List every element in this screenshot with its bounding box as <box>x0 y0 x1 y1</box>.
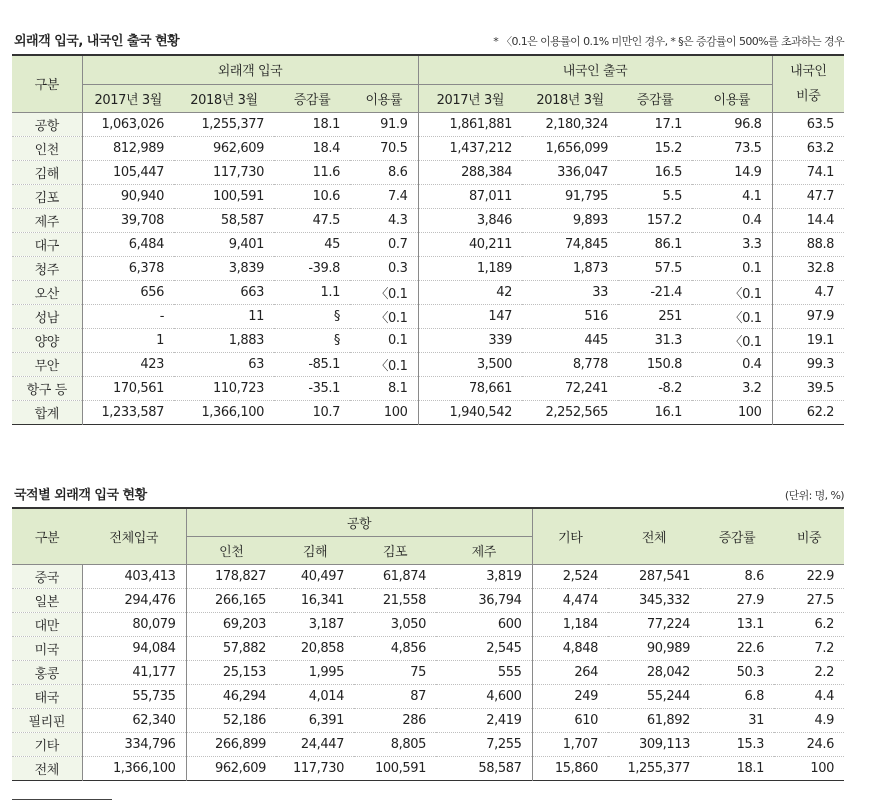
data-cell: 0.7 <box>350 232 418 256</box>
data-cell: 46,294 <box>186 684 276 708</box>
data-cell: 2,180,324 <box>522 112 618 136</box>
row-label: 양양 <box>12 328 82 352</box>
table-row <box>12 376 844 400</box>
data-cell: 88.8 <box>772 232 844 256</box>
data-cell: 117,730 <box>293 760 344 776</box>
data-cell: 423 <box>82 352 174 376</box>
data-cell: 336,047 <box>522 160 618 184</box>
data-cell: 0.1 <box>692 256 772 280</box>
header-in-usage: 이용률 <box>350 84 418 112</box>
row-label: 인천 <box>12 136 82 160</box>
table-row <box>12 280 844 304</box>
data-cell: 9,401 <box>174 232 274 256</box>
data-cell: 96.8 <box>692 112 772 136</box>
data-cell: § <box>274 328 350 352</box>
table-row <box>12 160 844 184</box>
table-row <box>12 684 844 708</box>
data-cell: 288,384 <box>418 160 522 184</box>
header2-gimhae: 김해 <box>276 536 354 564</box>
data-cell: 4.7 <box>772 280 844 304</box>
data-cell: 6.2 <box>774 612 844 636</box>
data-cell: 3,839 <box>174 256 274 280</box>
header-gubun: 구분 <box>12 55 82 112</box>
table2-unit: (단위: 명, %) <box>784 489 844 502</box>
row-label: 항구 등 <box>12 376 82 400</box>
header2-incheon: 인천 <box>186 536 276 564</box>
data-cell: 100 <box>737 404 762 420</box>
data-cell: 8.6 <box>700 564 774 588</box>
data-cell: 555 <box>436 660 532 684</box>
data-cell: 147 <box>418 304 522 328</box>
data-cell: 〈0.1 <box>350 280 418 304</box>
row-label: 중국 <box>12 564 82 588</box>
data-cell: 610 <box>532 708 608 732</box>
data-cell: 27.9 <box>700 588 774 612</box>
header-out-2017: 2017년 3월 <box>418 84 522 112</box>
data-cell: 61,874 <box>354 564 436 588</box>
table1-title: 외래객 입국, 내국인 출국 현황 <box>14 34 180 49</box>
header2-other: 기타 <box>532 508 608 564</box>
data-cell: 69,203 <box>186 612 276 636</box>
data-cell: 100,591 <box>375 760 426 776</box>
data-cell: -85.1 <box>274 352 350 376</box>
data-cell: 812,989 <box>82 136 174 160</box>
data-cell: 31.3 <box>618 328 692 352</box>
data-cell: 100 <box>383 404 408 420</box>
data-cell: 87 <box>354 684 436 708</box>
data-cell: 55,735 <box>82 684 186 708</box>
data-cell: 27.5 <box>774 588 844 612</box>
data-cell: 3,819 <box>436 564 532 588</box>
row-label: 홍콩 <box>12 660 82 684</box>
data-cell: 74,845 <box>522 232 618 256</box>
data-cell: 16.1 <box>654 404 683 420</box>
header2-airport: 공항 <box>186 508 532 536</box>
data-cell: 1,861,881 <box>418 112 522 136</box>
table-row <box>12 256 844 280</box>
data-cell: 99.3 <box>772 352 844 376</box>
data-cell: 2,524 <box>532 564 608 588</box>
data-cell: 6,484 <box>82 232 174 256</box>
data-cell: 80,079 <box>82 612 186 636</box>
data-cell: 90,989 <box>608 636 700 660</box>
row-label: 무안 <box>12 352 82 376</box>
data-cell: 1,366,100 <box>82 756 186 780</box>
data-cell: 24.6 <box>774 732 844 756</box>
data-cell: 62,340 <box>82 708 186 732</box>
data-cell: 339 <box>418 328 522 352</box>
data-cell: 19.1 <box>772 328 844 352</box>
header2-gubun: 구분 <box>12 508 82 564</box>
table-row <box>12 564 844 588</box>
table-row <box>12 232 844 256</box>
data-cell: 1,184 <box>532 612 608 636</box>
data-cell: 403,413 <box>82 564 186 588</box>
data-cell: 3,846 <box>418 208 522 232</box>
data-cell: 6,391 <box>276 708 354 732</box>
data-cell: 18.1 <box>274 112 350 136</box>
row-label: 대구 <box>12 232 82 256</box>
data-cell: -35.1 <box>274 376 350 400</box>
data-cell: 47.7 <box>772 184 844 208</box>
data-cell: 22.6 <box>700 636 774 660</box>
data-cell: 22.9 <box>774 564 844 588</box>
table-row <box>12 136 844 160</box>
data-cell: 0.4 <box>692 208 772 232</box>
data-cell: 7,255 <box>436 732 532 756</box>
data-cell: 157.2 <box>618 208 692 232</box>
data-cell: 15,860 <box>532 756 608 780</box>
data-cell: 1,883 <box>174 328 274 352</box>
row-label: 성남 <box>12 304 82 328</box>
data-cell: 264 <box>532 660 608 684</box>
data-cell: -39.8 <box>274 256 350 280</box>
data-cell: 1,707 <box>532 732 608 756</box>
data-cell: 3,050 <box>354 612 436 636</box>
data-cell: 8,805 <box>354 732 436 756</box>
data-cell: 17.1 <box>618 112 692 136</box>
data-cell: 57.5 <box>618 256 692 280</box>
header2-share: 비중 <box>774 508 844 564</box>
data-cell: 8.6 <box>350 160 418 184</box>
data-cell: 1,995 <box>276 660 354 684</box>
table2-title: 국적별 외래객 입국 현황 <box>14 488 147 503</box>
data-cell: 656 <box>82 280 174 304</box>
data-cell: 6,378 <box>82 256 174 280</box>
data-cell: 110,723 <box>174 376 274 400</box>
data-cell: 8.1 <box>350 376 418 400</box>
data-cell: § <box>274 304 350 328</box>
data-cell: 4.4 <box>774 684 844 708</box>
table1-note: * 〈0.1은 이용률이 0.1% 미만인 경우, * §은 증감률이 500%를 초과하는 경우 <box>493 35 844 48</box>
header-share <box>772 55 844 112</box>
header-out-2018: 2018년 3월 <box>522 84 618 112</box>
data-cell: 32.8 <box>772 256 844 280</box>
row-label: 김해 <box>12 160 82 184</box>
table-row <box>12 660 844 684</box>
data-cell: 74.1 <box>772 160 844 184</box>
data-cell: 18.1 <box>736 760 765 776</box>
data-cell: 42 <box>418 280 522 304</box>
data-cell: 4.1 <box>692 184 772 208</box>
row-label: 대만 <box>12 612 82 636</box>
data-cell: 4,856 <box>354 636 436 660</box>
data-cell: 0.4 <box>692 352 772 376</box>
data-cell: 4,014 <box>276 684 354 708</box>
data-cell: 63.2 <box>772 136 844 160</box>
data-cell: 170,561 <box>82 376 174 400</box>
data-cell: - <box>82 304 174 328</box>
row-label: 기타 <box>12 732 82 756</box>
data-cell: 9,893 <box>522 208 618 232</box>
data-cell: 5.5 <box>618 184 692 208</box>
data-cell: 105,447 <box>82 160 174 184</box>
data-cell: 1,255,377 <box>174 112 274 136</box>
table-row <box>12 612 844 636</box>
header2-total-in: 전체입국 <box>82 508 186 564</box>
data-cell: 1,656,099 <box>522 136 618 160</box>
data-cell: 1,940,542 <box>418 400 522 424</box>
data-cell: 39,708 <box>82 208 174 232</box>
data-cell: 286 <box>354 708 436 732</box>
data-cell: 266,899 <box>186 732 276 756</box>
header-outbound: 내국인 출국 <box>418 55 772 84</box>
data-cell: 294,476 <box>82 588 186 612</box>
data-cell: 16,341 <box>276 588 354 612</box>
data-cell: 8,778 <box>522 352 618 376</box>
row-label: 일본 <box>12 588 82 612</box>
data-cell: 78,661 <box>418 376 522 400</box>
data-cell: 3,187 <box>276 612 354 636</box>
header-in-2018: 2018년 3월 <box>174 84 274 112</box>
data-cell: 0.1 <box>350 328 418 352</box>
footnote-rule <box>12 799 112 800</box>
row-label: 필리핀 <box>12 708 82 732</box>
data-cell: 91.9 <box>350 112 418 136</box>
data-cell: 266,165 <box>186 588 276 612</box>
data-cell: 4.9 <box>774 708 844 732</box>
table-row <box>12 184 844 208</box>
data-cell: 〈0.1 <box>350 304 418 328</box>
data-cell: 3,500 <box>418 352 522 376</box>
data-cell: 94,084 <box>82 636 186 660</box>
table-row <box>12 588 844 612</box>
data-cell: 1,366,100 <box>201 404 264 420</box>
table-row <box>12 732 844 756</box>
data-cell: 15.3 <box>700 732 774 756</box>
data-cell: 2,252,565 <box>545 404 609 420</box>
data-cell: 33 <box>522 280 618 304</box>
data-cell: 58,587 <box>478 760 522 776</box>
table-row <box>12 756 844 780</box>
data-cell: 3.2 <box>692 376 772 400</box>
header-in-2017: 2017년 3월 <box>82 84 174 112</box>
data-cell: 28,042 <box>608 660 700 684</box>
data-cell: -21.4 <box>618 280 692 304</box>
data-cell: 14.4 <box>772 208 844 232</box>
data-cell: 〈0.1 <box>350 352 418 376</box>
data-cell: 87,011 <box>418 184 522 208</box>
data-cell: 24,447 <box>276 732 354 756</box>
data-cell: 4,600 <box>436 684 532 708</box>
data-cell: 962,609 <box>174 136 274 160</box>
data-cell: 1,189 <box>418 256 522 280</box>
data-cell: 3.3 <box>692 232 772 256</box>
row-label: 미국 <box>12 636 82 660</box>
data-cell: 2,545 <box>436 636 532 660</box>
data-cell: 41,177 <box>82 660 186 684</box>
data-cell: 287,541 <box>608 564 700 588</box>
header2-gimpo: 김포 <box>354 536 436 564</box>
table-row <box>12 208 844 232</box>
row-label: 전체 <box>12 756 82 780</box>
table-row <box>12 636 844 660</box>
table-row <box>12 112 844 136</box>
row-label: 제주 <box>12 208 82 232</box>
data-cell: 70.5 <box>350 136 418 160</box>
data-cell: 1,437,212 <box>418 136 522 160</box>
data-cell: 45 <box>274 232 350 256</box>
data-cell: 75 <box>354 660 436 684</box>
table-row <box>12 328 844 352</box>
row-label: 태국 <box>12 684 82 708</box>
data-cell: 10.6 <box>274 184 350 208</box>
data-cell: 2,419 <box>436 708 532 732</box>
data-cell: 58,587 <box>174 208 274 232</box>
data-cell: 52,186 <box>186 708 276 732</box>
row-label: 오산 <box>12 280 82 304</box>
header-share-label: 내국인 비중 <box>790 63 827 104</box>
data-cell: 1,873 <box>522 256 618 280</box>
row-label: 합계 <box>12 400 82 424</box>
data-cell: 40,211 <box>418 232 522 256</box>
data-cell: 309,113 <box>608 732 700 756</box>
data-cell: 72,241 <box>522 376 618 400</box>
header2-jeju: 제주 <box>436 536 532 564</box>
data-cell: 〈0.1 <box>692 328 772 352</box>
data-cell: 251 <box>618 304 692 328</box>
data-cell: 178,827 <box>186 564 276 588</box>
table-row <box>12 400 844 424</box>
data-cell: 0.3 <box>350 256 418 280</box>
data-cell: 962,609 <box>186 756 276 780</box>
data-cell: 97.9 <box>772 304 844 328</box>
header-out-usage: 이용률 <box>692 84 772 112</box>
data-cell: 1.1 <box>274 280 350 304</box>
data-cell: 11.6 <box>274 160 350 184</box>
data-cell: 445 <box>522 328 618 352</box>
data-cell: 2.2 <box>774 660 844 684</box>
data-cell: 4,474 <box>532 588 608 612</box>
header-in-change: 증감률 <box>274 84 350 112</box>
data-cell: 25,153 <box>186 660 276 684</box>
header2-change: 증감률 <box>700 508 774 564</box>
data-cell: 16.5 <box>618 160 692 184</box>
data-cell: 334,796 <box>82 732 186 756</box>
data-cell: 14.9 <box>692 160 772 184</box>
data-cell: 100 <box>810 760 835 776</box>
table-row <box>12 352 844 376</box>
data-cell: 31 <box>700 708 774 732</box>
data-cell: 11 <box>174 304 274 328</box>
data-cell: 1,233,587 <box>82 400 174 424</box>
row-label: 청주 <box>12 256 82 280</box>
data-cell: 10.7 <box>312 404 340 420</box>
data-cell: 1 <box>82 328 174 352</box>
data-cell: -8.2 <box>618 376 692 400</box>
data-cell: 18.4 <box>274 136 350 160</box>
data-cell: 345,332 <box>608 588 700 612</box>
data-cell: 62.2 <box>772 400 844 424</box>
data-cell: 40,497 <box>276 564 354 588</box>
data-cell: 516 <box>522 304 618 328</box>
data-cell: 1,255,377 <box>627 760 691 776</box>
airport-traffic-table <box>12 54 844 425</box>
data-cell: 57,882 <box>186 636 276 660</box>
data-cell: 6.8 <box>700 684 774 708</box>
data-cell: 47.5 <box>274 208 350 232</box>
data-cell: 20,858 <box>276 636 354 660</box>
data-cell: 36,794 <box>436 588 532 612</box>
data-cell: 77,224 <box>608 612 700 636</box>
data-cell: 663 <box>174 280 274 304</box>
nationality-inbound-table <box>12 507 844 781</box>
data-cell: 4.3 <box>350 208 418 232</box>
data-cell: 86.1 <box>618 232 692 256</box>
data-cell: 600 <box>436 612 532 636</box>
data-cell: 91,795 <box>522 184 618 208</box>
data-cell: 13.1 <box>700 612 774 636</box>
data-cell: 1,063,026 <box>82 112 174 136</box>
data-cell: 4,848 <box>532 636 608 660</box>
data-cell: 117,730 <box>174 160 274 184</box>
table-row <box>12 708 844 732</box>
data-cell: 7.2 <box>774 636 844 660</box>
data-cell: 63.5 <box>772 112 844 136</box>
row-label: 김포 <box>12 184 82 208</box>
header2-all: 전체 <box>608 508 700 564</box>
data-cell: 〈0.1 <box>692 304 772 328</box>
data-cell: 150.8 <box>618 352 692 376</box>
data-cell: 7.4 <box>350 184 418 208</box>
data-cell: 〈0.1 <box>692 280 772 304</box>
table-row <box>12 304 844 328</box>
data-cell: 50.3 <box>700 660 774 684</box>
data-cell: 249 <box>532 684 608 708</box>
header-inbound: 외래객 입국 <box>82 55 418 84</box>
data-cell: 39.5 <box>772 376 844 400</box>
header-out-change: 증감률 <box>618 84 692 112</box>
data-cell: 73.5 <box>692 136 772 160</box>
data-cell: 100,591 <box>174 184 274 208</box>
data-cell: 61,892 <box>608 708 700 732</box>
data-cell: 90,940 <box>82 184 174 208</box>
data-cell: 15.2 <box>618 136 692 160</box>
data-cell: 63 <box>174 352 274 376</box>
data-cell: 21,558 <box>354 588 436 612</box>
data-cell: 55,244 <box>608 684 700 708</box>
row-label: 공항 <box>12 112 82 136</box>
